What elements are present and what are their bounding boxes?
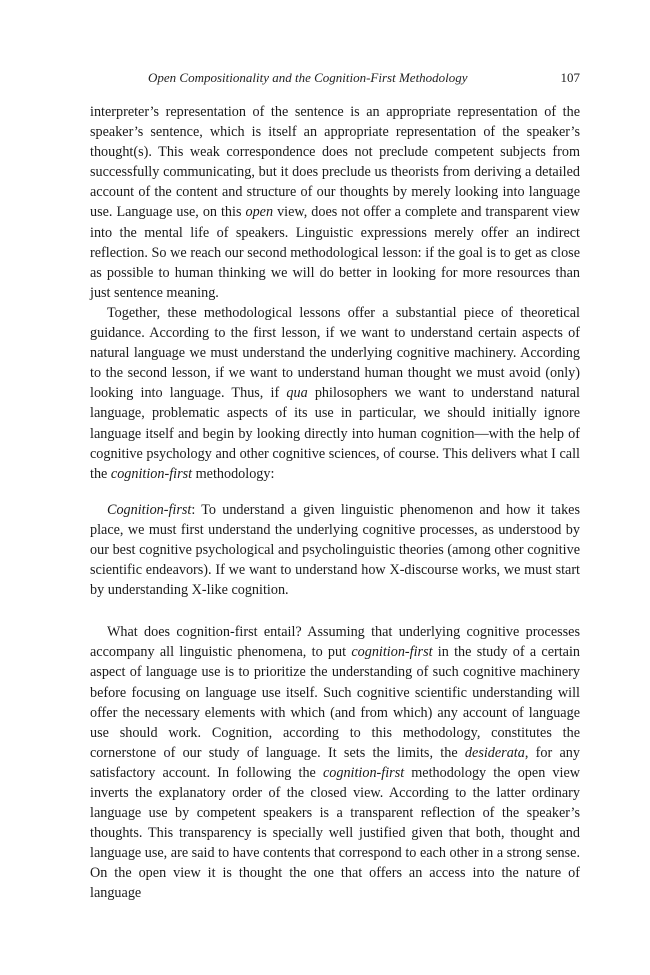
paragraph-2 <box>90 303 580 484</box>
paragraph-text: methodology the open view inverts the explanatory order of the closed view. According to the latter ordinary language use by competent speakers is a transparent reflection of the speaker’s thoughts. This transparency is specially well justified given that both, thought and language use, are said to have contents that correspond to each other in a strong sense. On the open view it is thought the one that offers an access into the nature of language <box>90 764 580 902</box>
block-quote <box>90 500 580 600</box>
paragraph-text: Together, these methodological lessons offer a substantial piece of theoretical guidance. According to the first lesson, if we want to understand certain aspects of natural language we must understand the underlying cognitive machinery. According to the second lesson, if we want to understand human thought we must avoid (only) looking into language. Thus, if <box>90 304 580 402</box>
paragraph-1 <box>90 102 580 303</box>
quote-text: : To understand a given linguistic phenomenon and how it takes place, we must first understand the underlying cognitive processes, as understood by our best cognitive psychological and psycholinguistic theories (among other cognitive scientific endeavors). If we want to understand how X-discourse works, we must start by understanding X-like cognition. <box>90 501 580 599</box>
paragraph-text: in the study of a certain aspect of language use is to prioritize the understanding of such cognitive machinery before focusing on language use itself. Such cognitive scientific understanding will offer the necessary elements with which (and from which) any account of language use should work. Cognition, according to this methodology, constitutes the cornerstone of our study of language. It sets the limits, the <box>90 644 580 761</box>
page-number: 107 <box>560 70 580 85</box>
running-title: Open Compositionality and the Cognition-First Methodology <box>148 70 468 85</box>
emphasis: cognition-first <box>110 465 193 482</box>
paragraph-text: philosophers we want to understand natural language, problematic aspects of its use in particular, we should initially ignore language itself and begin by looking directly into human cognition—with the help of cognitive psychology and other cognitive sciences, of course. This delivers what I call the <box>90 385 580 482</box>
emphasis: cognition-first <box>322 764 405 781</box>
paragraph-text: interpreter’s representation of the sentence is an appropriate representation of the speaker’s sentence, which is itself an appropriate representation of the speaker’s thought(s). This weak correspondence does not preclude competent subjects from successfully communicating, but it does preclude us theorists from deriving a detailed account of the content and structure of our thoughts by merely looking into language use. Language use, on this <box>90 104 580 221</box>
quote-label: Cognition-first <box>107 501 192 518</box>
paragraph-text: , for any satisfactory account. In following the <box>90 744 580 781</box>
body-text <box>90 102 580 904</box>
paragraph-text: view, does not offer a complete and transparent view into the mental life of speakers. Linguistic expressions merely offer an indirect reflection. So we reach our second methodological lesson: if the goal is to get as close as possible to human thinking we will do better in looking for more resources than just sentence meaning. <box>90 204 580 301</box>
paragraph-text: What does cognition-first entail? Assuming that underlying cognitive processes accompany all linguistic phenomena, to put <box>90 624 580 661</box>
emphasis: open <box>245 204 274 221</box>
emphasis: qua <box>286 385 308 402</box>
emphasis: cognition-first <box>351 644 433 661</box>
page-header <box>90 70 580 88</box>
emphasis: desiderata <box>464 744 525 761</box>
paragraph-text: methodology: <box>192 465 275 482</box>
paragraph-3 <box>90 622 580 903</box>
